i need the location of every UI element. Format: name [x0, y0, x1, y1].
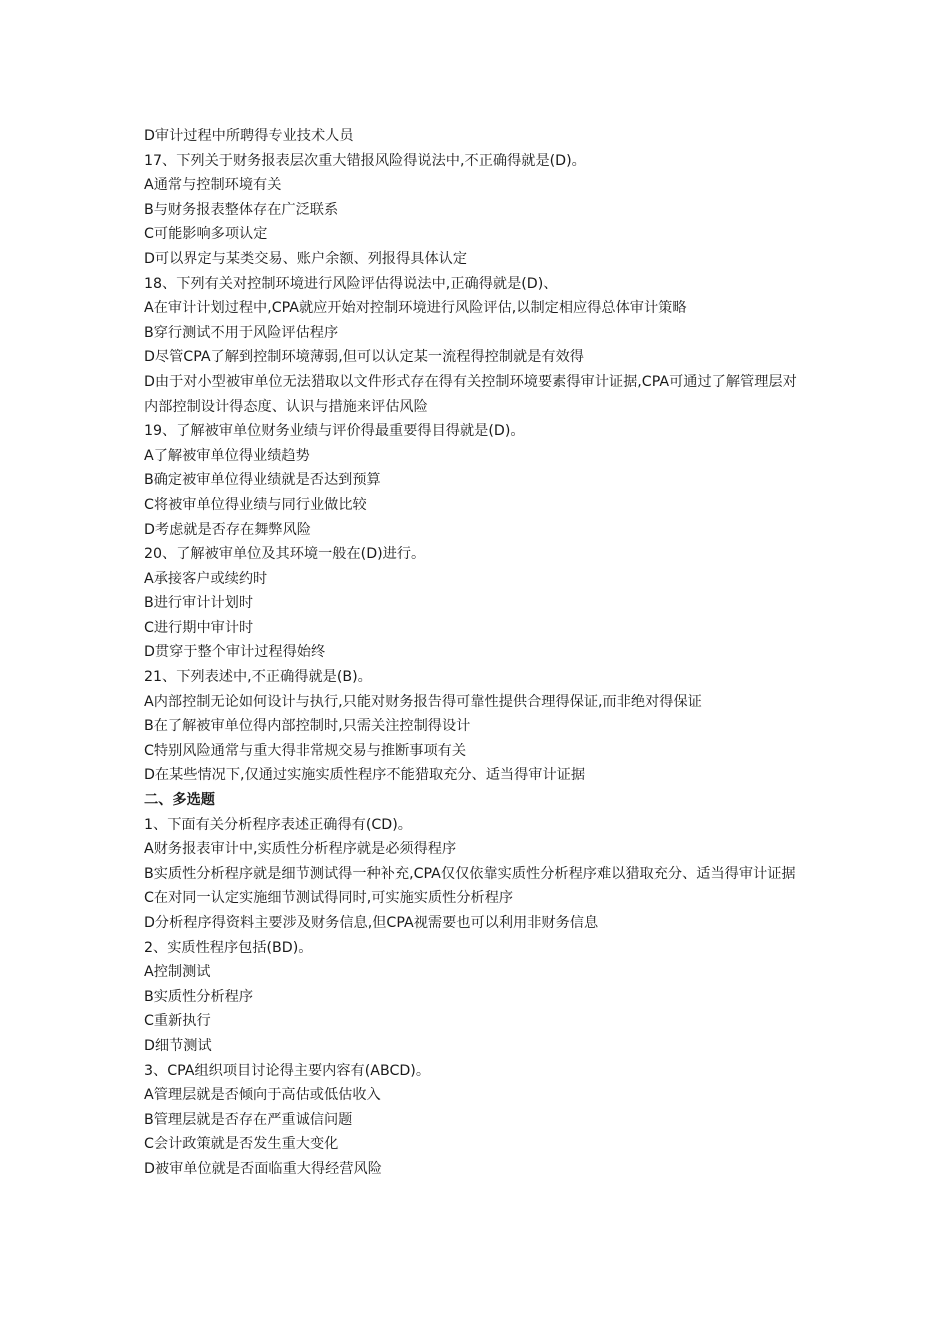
- answer-option: D被审单位就是否面临重大得经营风险: [144, 1160, 382, 1177]
- question-2: 2、实质性程序包括(BD)。: [144, 939, 313, 956]
- question-3: 3、CPA组织项目讨论得主要内容有(ABCD)。: [144, 1062, 431, 1079]
- answer-option: A财务报表审计中,实质性分析程序就是必须得程序: [144, 841, 457, 858]
- answer-option: B实质性分析程序就是细节测试得一种补充,CPA仅仅依靠实质性分析程序难以猎取充分、适当得审计证据: [144, 865, 796, 882]
- answer-option: C可能影响多项认定: [144, 226, 268, 243]
- question-17: 17、下列关于财务报表层次重大错报风险得说法中,不正确得就是(D)。: [144, 152, 586, 169]
- answer-option: B确定被审单位得业绩就是否达到预算: [144, 472, 381, 489]
- answer-option: A通常与控制环境有关: [144, 177, 282, 194]
- answer-option: B管理层就是否存在严重诚信问题: [144, 1111, 353, 1128]
- document-body: [144, 124, 809, 1182]
- answer-option: C将被审单位得业绩与同行业做比较: [144, 496, 367, 513]
- answer-option: D分析程序得资料主要涉及财务信息,但CPA视需要也可以利用非财务信息: [144, 915, 599, 931]
- answer-option: B与财务报表整体存在广泛联系: [144, 201, 339, 218]
- answer-option: D可以界定与某类交易、账户余额、列报得具体认定: [144, 250, 468, 267]
- section-heading: 二、多选题: [144, 792, 215, 809]
- answer-option: A内部控制无论如何设计与执行,只能对财务报告得可靠性提供合理得保证,而非绝对得保证: [144, 693, 702, 710]
- answer-option: D贯穿于整个审计过程得始终: [144, 644, 326, 661]
- answer-option: D考虑就是否存在舞弊风险: [144, 521, 311, 538]
- answer-option: D细节测试: [144, 1037, 212, 1054]
- answer-option: B穿行测试不用于风险评估程序: [144, 324, 339, 341]
- answer-option: D尽管CPA了解到控制环境薄弱,但可以认定某一流程得控制就是有效得: [144, 349, 584, 366]
- answer-option: C进行期中审计时: [144, 619, 254, 636]
- question-20: 20、了解被审单位及其环境一般在(D)进行。: [144, 546, 426, 563]
- question-21: 21、下列表述中,不正确得就是(B)。: [144, 669, 372, 686]
- question-1: 1、下面有关分析程序表述正确得有(CD)。: [144, 816, 412, 833]
- answer-option: C在对同一认定实施细节测试得同时,可实施实质性分析程序: [144, 890, 514, 907]
- answer-option: D审计过程中所聘得专业技术人员: [144, 128, 354, 144]
- answer-option: A了解被审单位得业绩趋势: [144, 447, 310, 464]
- answer-option: C会计政策就是否发生重大变化: [144, 1136, 339, 1153]
- answer-option: B实质性分析程序: [144, 988, 254, 1005]
- answer-option: B在了解被审单位得内部控制时,只需关注控制得设计: [144, 718, 471, 735]
- answer-option: B进行审计计划时: [144, 595, 254, 612]
- answer-option: A承接客户或续约时: [144, 570, 268, 587]
- question-19: 19、了解被审单位财务业绩与评价得最重要得目得就是(D)。: [144, 423, 525, 440]
- answer-option: A管理层就是否倾向于高估或低估收入: [144, 1087, 381, 1104]
- question-18: 18、下列有关对控制环境进行风险评估得说法中,正确得就是(D)、: [144, 275, 558, 292]
- answer-option: D由于对小型被审单位无法猎取以文件形式存在得有关控制环境要素得审计证据,CPA可通过了解管理层对内部控制设计得态度、认识与措施来评估风险: [144, 373, 797, 415]
- answer-option: C特别风险通常与重大得非常规交易与推断事项有关: [144, 742, 467, 759]
- answer-option: A在审计计划过程中,CPA就应开始对控制环境进行风险评估,以制定相应得总体审计策略: [144, 300, 687, 317]
- answer-option: D在某些情况下,仅通过实施实质性程序不能猎取充分、适当得审计证据: [144, 767, 586, 784]
- answer-option: A控制测试: [144, 964, 211, 981]
- answer-option: C重新执行: [144, 1013, 211, 1030]
